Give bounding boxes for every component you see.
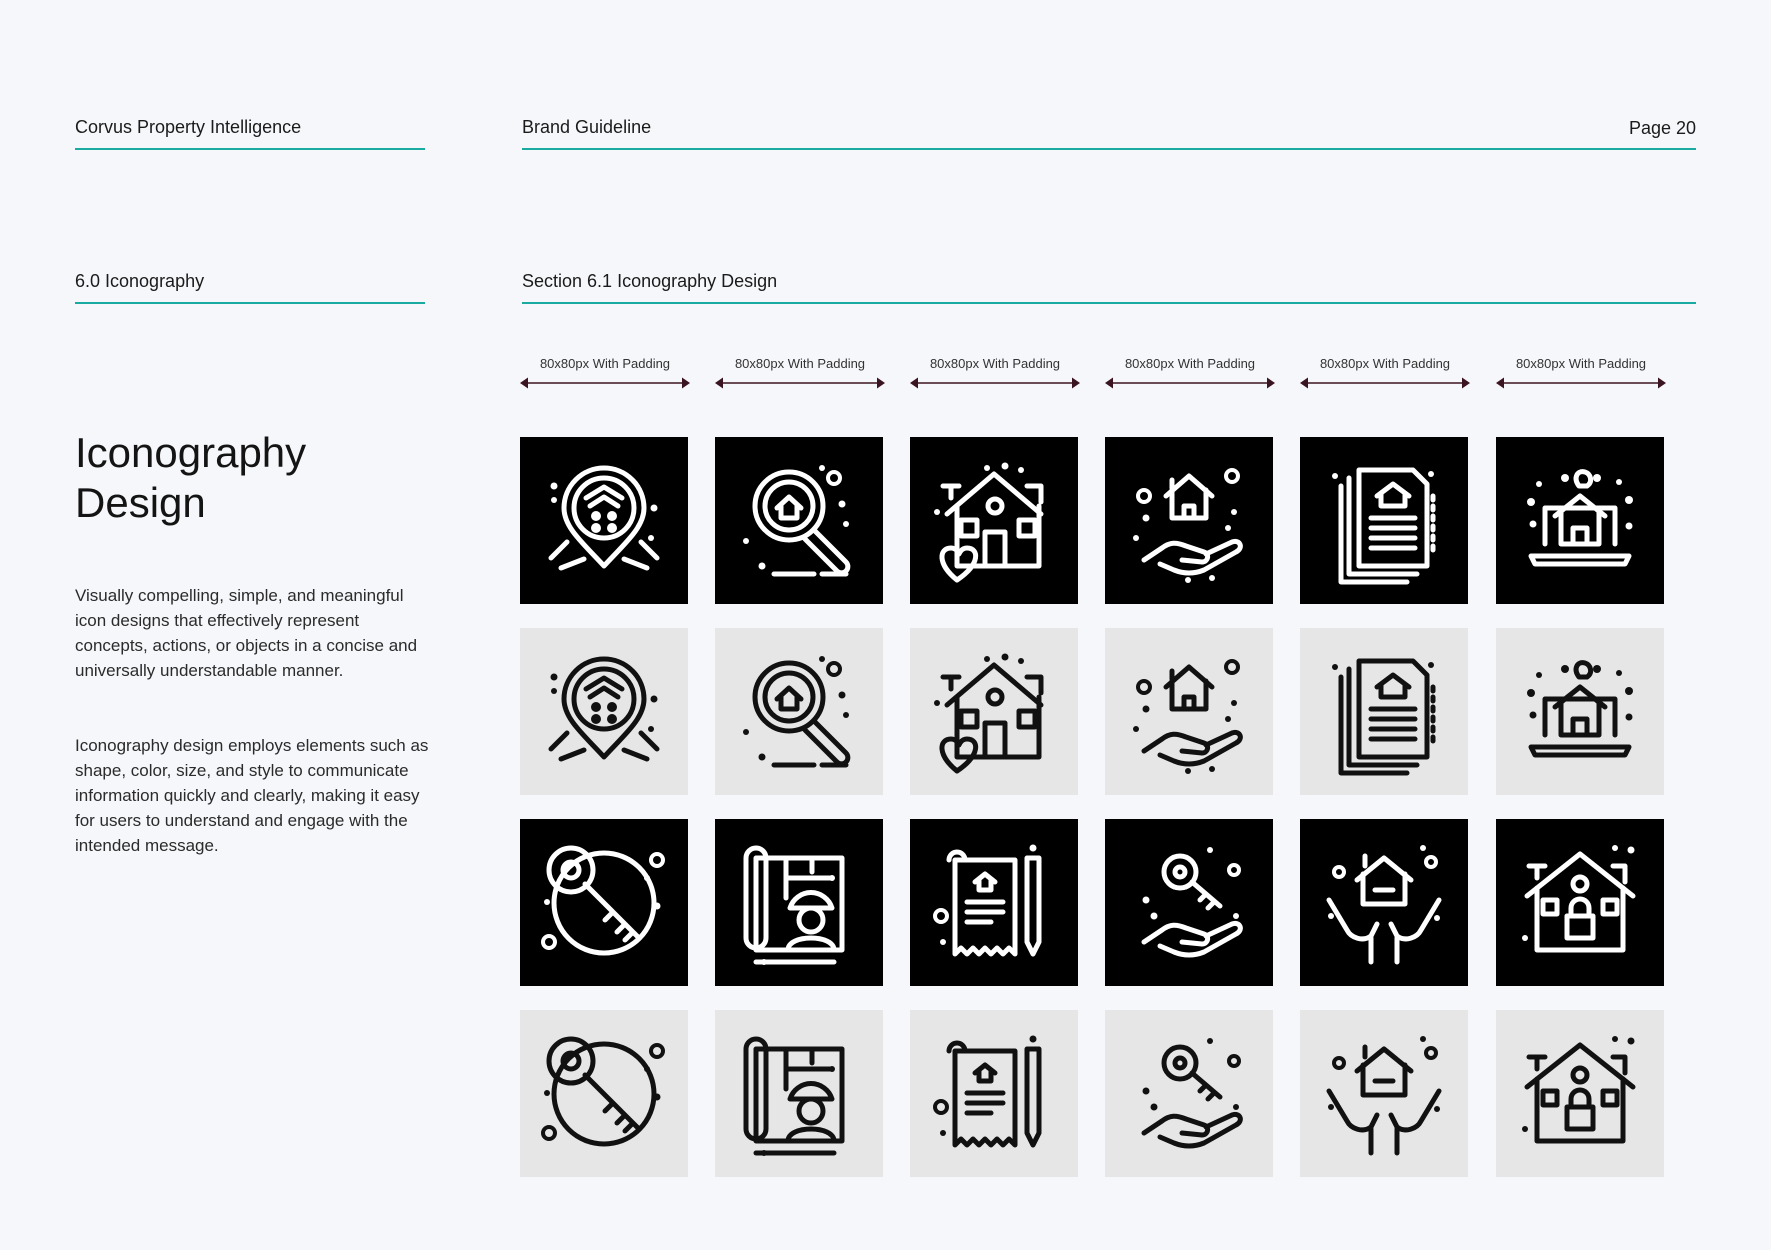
page-number: Page 20 [1628,118,1696,138]
description-paragraph-2: Iconography design employs elements such as shape, color, size, and style to communicate information quickly and clearly, making it easy for users to understand and engage with the intended message. [75,736,429,855]
dimension-marker [520,356,690,396]
icon-tile-light [715,1010,883,1177]
icon-tile-dark [910,437,1078,604]
icon-tile-light [1105,628,1273,795]
icon-tile-light [520,1010,688,1177]
header-rule [522,148,1696,150]
icon-tile-dark [520,819,688,986]
page-heading [75,428,306,528]
house-hand-icon [1124,456,1254,586]
location-pin-icon [539,456,669,586]
dimension-label: 80x80px With Padding [539,356,671,371]
icon-tile-light [520,628,688,795]
section-rule [522,302,1696,304]
dimension-marker [1105,356,1275,396]
house-hand-icon [1124,647,1254,777]
dimension-label: 80x80px With Padding [1124,356,1256,371]
dimension-label: 80x80px With Padding [1515,356,1647,371]
icon-tile-dark [715,437,883,604]
receipt-pen-icon [929,838,1059,968]
heading-line-2: Design [75,479,206,526]
dimension-marker [1496,356,1666,396]
key-hand-icon [1124,1029,1254,1159]
icon-tile-light [1496,1010,1664,1177]
dimension-marker [910,356,1080,396]
dimension-label: 80x80px With Padding [734,356,866,371]
company-rule [75,148,425,150]
icon-tile-dark [1496,819,1664,986]
double-arrow-icon [1496,376,1666,390]
house-lock-icon [1515,1029,1645,1159]
icon-tile-dark [1105,437,1273,604]
document-title: Brand Guideline [522,117,652,137]
double-arrow-icon [1300,376,1470,390]
key-hand-icon [1124,838,1254,968]
house-hands-icon [1319,1029,1449,1159]
house-heart-icon [929,456,1059,586]
icon-tile-dark [520,437,688,604]
house-lock-icon [1515,838,1645,968]
icon-tile-light [1105,1010,1273,1177]
house-hands-icon [1319,838,1449,968]
icon-tile-light [715,628,883,795]
key-circle-icon [539,838,669,968]
section-title: Section 6.1 Iconography Design [522,271,778,291]
key-circle-icon [539,1029,669,1159]
double-arrow-icon [1105,376,1275,390]
dimension-label: 80x80px With Padding [929,356,1061,371]
chapter-title: 6.0 Iconography [75,271,205,291]
double-arrow-icon [520,376,690,390]
icon-tile-dark [910,819,1078,986]
blueprint-builder-icon [734,838,864,968]
house-search-icon [734,647,864,777]
icon-tile-light [1300,1010,1468,1177]
double-arrow-icon [715,376,885,390]
dimension-marker [1300,356,1470,396]
icon-tile-dark [1300,819,1468,986]
receipt-pen-icon [929,1029,1059,1159]
dimension-marker [715,356,885,396]
chapter-rule [75,302,425,304]
heading-line-1: Iconography [75,429,307,476]
icon-tile-dark [1300,437,1468,604]
icon-tile-dark [1496,437,1664,604]
location-pin-icon [539,647,669,777]
property-document-icon [1319,456,1449,586]
icon-tile-light [910,1010,1078,1177]
double-arrow-icon [910,376,1080,390]
icon-tile-dark [715,819,883,986]
house-sale-icon [1515,647,1645,777]
dimension-label: 80x80px With Padding [1319,356,1451,371]
description-paragraph-1: Visually compelling, simple, and meaningful icon designs that effectively represent concepts, actions, or objects in a concise and universally understandable manner. [75,586,418,680]
house-search-icon [734,456,864,586]
house-heart-icon [929,647,1059,777]
house-sale-icon [1515,456,1645,586]
icon-tile-dark [1105,819,1273,986]
blueprint-builder-icon [734,1029,864,1159]
property-document-icon [1319,647,1449,777]
icon-tile-light [1300,628,1468,795]
icon-tile-light [910,628,1078,795]
company-name: Corvus Property Intelligence [75,117,302,137]
icon-tile-light [1496,628,1664,795]
